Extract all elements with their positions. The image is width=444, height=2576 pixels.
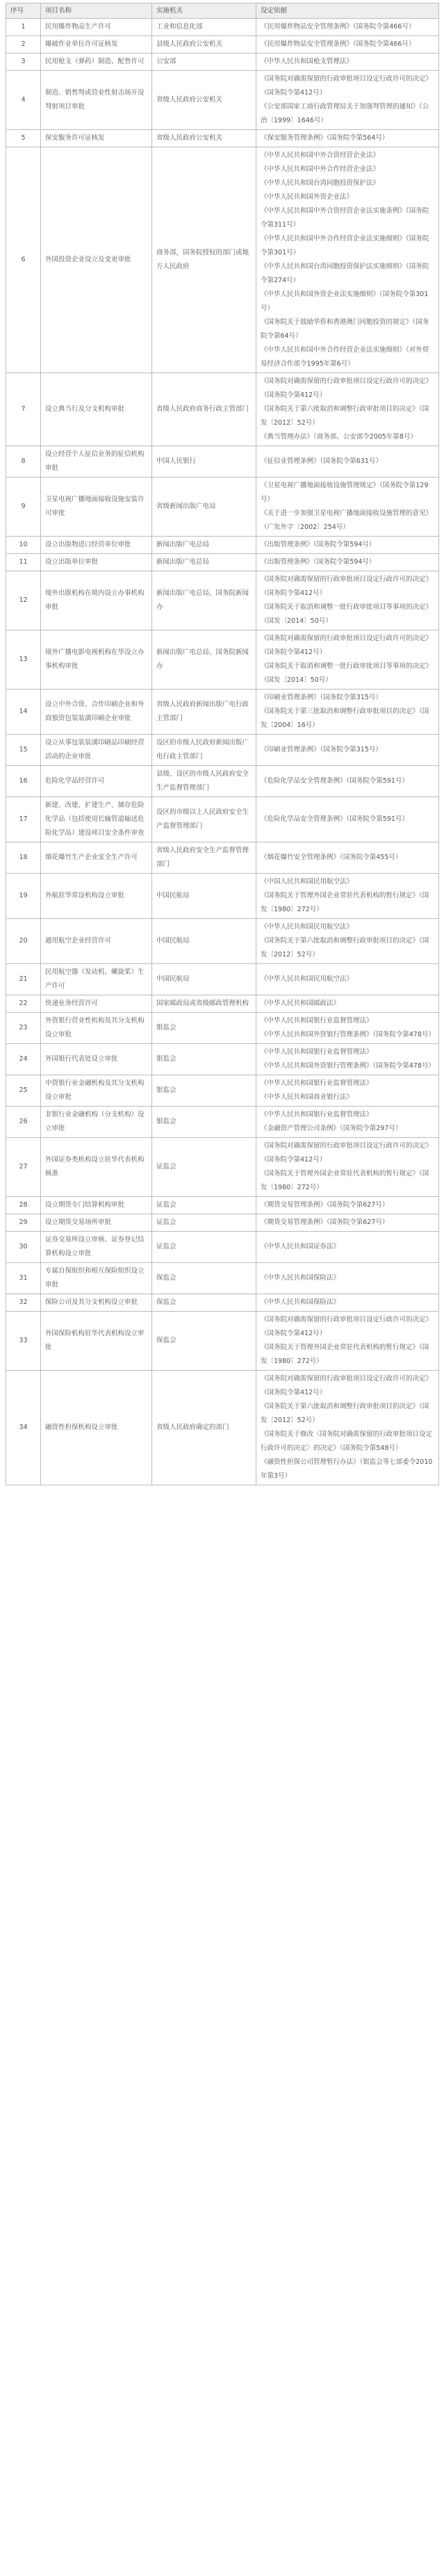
table-row [6, 1214, 439, 1232]
implementing-agency: 保监会 [152, 1312, 256, 1371]
row-number: 13 [6, 630, 41, 690]
legal-basis [256, 1263, 439, 1294]
row-number: 8 [6, 446, 41, 478]
legal-basis-line: 《国务院对确需保留的行政审批项目设定行政许可的决定》（国务院令第412号） [261, 1142, 433, 1164]
table-row [6, 54, 439, 71]
legal-basis-line: 《中华人民共和国中外合资经营企业法》 [261, 152, 380, 159]
implementing-agency: 省级新闻出版广电局 [152, 478, 256, 537]
table-row [6, 842, 439, 874]
table-row [6, 735, 439, 766]
approval-items-table-container [6, 3, 438, 1485]
item-name: 危险化学品经营许可 [41, 766, 152, 797]
table-row [6, 1197, 439, 1214]
implementing-agency: 设区的市级人民政府新闻出版广电行政主管部门 [152, 735, 256, 766]
implementing-agency: 省级人民政府安全生产监督管理部门 [152, 842, 256, 874]
row-number: 1 [6, 19, 41, 36]
implementing-agency: 新闻出版广电总局 [152, 554, 256, 571]
row-number: 24 [6, 1044, 41, 1075]
row-number: 10 [6, 537, 41, 554]
legal-basis [256, 630, 439, 690]
row-number: 28 [6, 1197, 41, 1214]
legal-basis [256, 478, 439, 537]
implementing-agency: 证监会 [152, 1138, 256, 1197]
legal-basis-line: 《关于进一步加强卫星电视广播地面接收设施管理的意见》（广发外字〔2002〕254号） [261, 510, 433, 531]
implementing-agency: 设区的市级以上人民政府安全生产监督管理部门 [152, 797, 256, 842]
row-number: 5 [6, 130, 41, 147]
legal-basis [256, 19, 439, 36]
item-name: 保险公司及其分支机构设立审批 [41, 1294, 152, 1312]
legal-basis-line: 《民用爆炸物品安全管理条例》（国务院令第466号） [261, 23, 416, 31]
legal-basis-line: 《国务院关于鼓励华侨和香港澳门同胞投资的规定》（国务院令第64号） [261, 318, 429, 340]
implementing-agency: 证监会 [152, 1214, 256, 1232]
table-header-row [6, 3, 439, 19]
legal-basis-line: 《中华人民共和国外资企业法》 [261, 193, 354, 201]
item-name: 融资性担保机构设立审批 [41, 1371, 152, 1485]
legal-basis-line: 《印刷业管理条例》（国务院令第315号） [261, 746, 382, 753]
legal-basis-line: 《国务院关于第六批取消和调整行政审批项目的决定》（国发〔2012〕52号） [261, 1403, 429, 1424]
implementing-agency: 工业和信息化部 [152, 19, 256, 36]
legal-basis-line: 《中华人民共和国中外合资经营企业法实施条例》（国务院令第311号） [261, 207, 429, 229]
item-name: 新建、改建、扩建生产、储存危险化学品（包括使用长输管道输送危险化学品）建设项目安全条件审查 [41, 797, 152, 842]
legal-basis-line: 《保安服务管理条例》（国务院令第564号） [261, 134, 389, 142]
legal-basis-line: 《国务院关于取消和调整一批行政审批项目等事项的决定》（国发〔2014〕50号） [261, 603, 433, 625]
item-name: 设立典当行及分支机构审批 [41, 373, 152, 446]
implementing-agency: 新闻出版广电总局 [152, 537, 256, 554]
implementing-agency: 国家邮政局或省级邮政管理机构 [152, 995, 256, 1013]
legal-basis-line: 《烟花爆竹安全管理条例》（国务院令第455号） [261, 854, 402, 861]
row-number: 16 [6, 766, 41, 797]
row-number: 22 [6, 995, 41, 1013]
legal-basis [256, 766, 439, 797]
legal-basis [256, 36, 439, 54]
legal-basis [256, 1214, 439, 1232]
item-name: 烟花爆竹生产企业安全生产许可 [41, 842, 152, 874]
legal-basis-line: 《中华人民共和国银行业监督管理法》 [261, 1111, 373, 1118]
row-number: 26 [6, 1107, 41, 1138]
legal-basis [256, 147, 439, 373]
legal-basis [256, 874, 439, 919]
implementing-agency: 新闻出版广电总局、国务院新闻办 [152, 630, 256, 690]
item-name: 境外出版机构在境内设立办事机构审批 [41, 571, 152, 630]
legal-basis-line: 《危险化学品安全管理条例》（国务院令第591号） [261, 815, 409, 823]
legal-basis [256, 54, 439, 71]
table-row [6, 1294, 439, 1312]
row-number: 21 [6, 964, 41, 995]
table-row [6, 874, 439, 919]
legal-basis-line: 《国务院关于第六批取消和调整行政审批项目的决定》（国发〔2012〕52号） [261, 937, 429, 959]
legal-basis-line: 《中华人民共和国银行业监督管理法》 [261, 1017, 373, 1025]
legal-basis [256, 1232, 439, 1263]
row-number: 32 [6, 1294, 41, 1312]
legal-basis-line: 《金融资产管理公司条例》（国务院令第297号） [261, 1125, 402, 1132]
implementing-agency: 新闻出版广电总局、国务院新闻办 [152, 571, 256, 630]
legal-basis-line: 《中华人民共和国外资银行管理条例》（国务院令第478号） [261, 1062, 435, 1070]
legal-basis [256, 995, 439, 1013]
legal-basis-line: 《国务院对确需保留的行政审批项目设定行政许可的决定》（国务院令第412号） [261, 377, 433, 399]
row-number: 7 [6, 373, 41, 446]
legal-basis-line: 《出版管理条例》（国务院令第594号） [261, 558, 376, 566]
implementing-agency: 省级人民政府新闻出版广电行政主管部门 [152, 690, 256, 735]
legal-basis-line: 《中华人民共和国银行业监督管理法》 [261, 1079, 373, 1087]
item-name: 境外广播电影电视机构在华设立办事机构审批 [41, 630, 152, 690]
table-row [6, 446, 439, 478]
legal-basis-line: 《典当管理办法》（商务部、公安部令2005年第8号） [261, 433, 417, 441]
table-row [6, 766, 439, 797]
legal-basis [256, 71, 439, 130]
legal-basis-line: 《中华人民共和国保险法》 [261, 1274, 340, 1282]
legal-basis [256, 1312, 439, 1371]
table-row [6, 147, 439, 373]
row-number: 6 [6, 147, 41, 373]
legal-basis-line: 《国务院对确需保留的行政审批项目设定行政许可的决定》（国务院令第412号） [261, 576, 433, 597]
item-name: 设立经营个人征信业务的征信机构审批 [41, 446, 152, 478]
legal-basis-line: 《公安部国家工商行政管理局关于加强弩管理的通知》（公治〔1999〕1646号） [261, 103, 429, 124]
implementing-agency: 商务部，国务院授权的部门或地方人民政府 [152, 147, 256, 373]
table-row [6, 1232, 439, 1263]
legal-basis [256, 919, 439, 964]
legal-basis [256, 373, 439, 446]
legal-basis-line: 《征信业管理条例》（国务院令第631号） [261, 457, 382, 465]
legal-basis [256, 1197, 439, 1214]
table-row [6, 1138, 439, 1197]
legal-basis-line: 《中华人民共和国外资企业法实施细则》（国务院令第301号） [261, 291, 429, 312]
legal-basis [256, 964, 439, 995]
table-row [6, 964, 439, 995]
item-name: 设立期货交易场所审批 [41, 1214, 152, 1232]
legal-basis [256, 1044, 439, 1075]
header-no: 序号 [6, 3, 41, 19]
table-row [6, 130, 439, 147]
table-row [6, 478, 439, 537]
item-name: 设立出版物进口经营单位审批 [41, 537, 152, 554]
item-name: 设立中外合资、合作印刷企业和外商独资包装装潢印刷企业审批 [41, 690, 152, 735]
header-legal-basis: 设定依据 [256, 3, 439, 19]
table-row [6, 71, 439, 130]
table-row [6, 19, 439, 36]
legal-basis-line: 《国务院对确需保留的行政审批项目设定行政许可的决定》（国务院令第412号） [261, 1375, 433, 1396]
table-body [6, 19, 439, 1485]
item-name: 设立出版单位审批 [41, 554, 152, 571]
legal-basis-line: 《民用爆炸物品安全管理条例》（国务院令第466号） [261, 40, 416, 48]
item-name: 民用爆炸物品生产许可 [41, 19, 152, 36]
row-number: 30 [6, 1232, 41, 1263]
implementing-agency: 公安部 [152, 54, 256, 71]
legal-basis-line: 《融资性担保公司管理暂行办法》（银监会等七部委令2010年第3号） [261, 1458, 433, 1480]
legal-basis [256, 446, 439, 478]
legal-basis [256, 842, 439, 874]
legal-basis-line: 《中华人民共和国外资银行管理条例》（国务院令第478号） [261, 1031, 435, 1038]
legal-basis-line: 《国务院关于管理外国企业常驻代表机构的暂行规定》（国发〔1980〕272号） [261, 892, 429, 913]
legal-basis-line: 《中国人民共和国民用航空法》 [261, 878, 354, 886]
item-name: 外国银行代表处设立审批 [41, 1044, 152, 1075]
item-name: 外国保险机构驻华代表机构设立审批 [41, 1312, 152, 1371]
legal-basis-line: 《国务院关于第六批取消和调整行政审批项目的决定》（国发〔2012〕52号） [261, 405, 429, 427]
implementing-agency: 证监会 [152, 1197, 256, 1214]
legal-basis [256, 554, 439, 571]
implementing-agency: 银监会 [152, 1013, 256, 1044]
legal-basis [256, 571, 439, 630]
table-row [6, 537, 439, 554]
legal-basis [256, 797, 439, 842]
row-number: 20 [6, 919, 41, 964]
row-number: 19 [6, 874, 41, 919]
item-name: 快递业务经营许可 [41, 995, 152, 1013]
legal-basis-line: 《国务院对确需保留的行政审批项目设定行政许可的决定》（国务院令第412号） [261, 635, 433, 656]
row-number: 29 [6, 1214, 41, 1232]
row-number: 9 [6, 478, 41, 537]
item-name: 外航驻华常设机构设立审批 [41, 874, 152, 919]
item-name: 非银行业金融机构（分支机构）设立审批 [41, 1107, 152, 1138]
item-name: 制造、销售弩或营业性射击场开设弩射项目审批 [41, 71, 152, 130]
implementing-agency: 省级人民政府商务行政主管部门 [152, 373, 256, 446]
legal-basis-line: 《中华人民共和国台湾同胞投资保护法实施细则》（国务院令第274号） [261, 263, 429, 284]
implementing-agency: 保监会 [152, 1263, 256, 1294]
table-row [6, 630, 439, 690]
row-number: 12 [6, 571, 41, 630]
header-implementing-agency: 实施机关 [152, 3, 256, 19]
legal-basis [256, 1013, 439, 1044]
table-row [6, 1075, 439, 1107]
legal-basis [256, 1371, 439, 1485]
row-number: 23 [6, 1013, 41, 1044]
legal-basis [256, 1294, 439, 1312]
legal-basis-line: 《中华人民共和国中外合作经营企业法》 [261, 165, 380, 173]
item-name: 专属自保组织和相互保险组织设立审批 [41, 1263, 152, 1294]
item-name: 爆破作业单位许可证核发 [41, 36, 152, 54]
row-number: 2 [6, 36, 41, 54]
item-name: 设立期货专门结算机构审批 [41, 1197, 152, 1214]
table-row [6, 36, 439, 54]
legal-basis [256, 1138, 439, 1197]
row-number: 18 [6, 842, 41, 874]
legal-basis-line: 《中华人民共和国邮政法》 [261, 1000, 340, 1007]
row-number: 25 [6, 1075, 41, 1107]
legal-basis [256, 690, 439, 735]
table-row [6, 1107, 439, 1138]
implementing-agency: 中国民航局 [152, 919, 256, 964]
table-row [6, 1013, 439, 1044]
approval-items-table [6, 3, 439, 1485]
row-number: 33 [6, 1312, 41, 1371]
table-row [6, 571, 439, 630]
row-number: 34 [6, 1371, 41, 1485]
legal-basis-line: 《国务院关于修改〈国务院对确需保留的行政审批项目设定行政许可的决定〉的决定》（国务院令第548号） [261, 1430, 433, 1452]
item-name: 民用航空器（发动机、螺旋桨）生产许可 [41, 964, 152, 995]
implementing-agency: 保监会 [152, 1294, 256, 1312]
table-row [6, 554, 439, 571]
legal-basis [256, 1075, 439, 1107]
implementing-agency: 中国人民银行 [152, 446, 256, 478]
table-row [6, 690, 439, 735]
implementing-agency: 银监会 [152, 1075, 256, 1107]
implementing-agency: 中国民航局 [152, 964, 256, 995]
legal-basis-line: 《国务院关于取消和调整一批行政审批项目等事项的决定》（国发〔2014〕50号） [261, 662, 433, 684]
legal-basis [256, 1107, 439, 1138]
item-name: 外国证券类机构设立驻华代表机构核准 [41, 1138, 152, 1197]
item-name: 外资银行营业性机构及其分支机构设立审批 [41, 1013, 152, 1044]
legal-basis-line: 《中华人民共和国证券法》 [261, 1243, 340, 1250]
legal-basis-line: 《期货交易管理条例》（国务院令第627号） [261, 1201, 389, 1209]
row-number: 27 [6, 1138, 41, 1197]
legal-basis-line: 《国务院关于第三批取消和调整行政审批项目的决定》（国发〔2004〕16号） [261, 708, 429, 729]
legal-basis-line: 《危险化学品安全管理条例》（国务院令第591号） [261, 777, 409, 785]
legal-basis-line: 《中华人民共和国中外合作经营企业法实施细则》（对外贸易经济合作部令1995年第6号） [261, 346, 429, 368]
legal-basis-line: 《中华人民共和国中外合作经营企业法实施细则》（国务院令第301号） [261, 235, 429, 256]
item-name: 外国投资企业设立及变更审批 [41, 147, 152, 373]
header-item-name: 项目名称 [41, 3, 152, 19]
table-row [6, 1044, 439, 1075]
implementing-agency: 银监会 [152, 1044, 256, 1075]
legal-basis-line: 《期货交易管理条例》（国务院令第627号） [261, 1218, 389, 1226]
implementing-agency: 省级人民政府确定的部门 [152, 1371, 256, 1485]
legal-basis [256, 130, 439, 147]
legal-basis-line: 《中华人民共和国民用航空法》 [261, 975, 354, 983]
legal-basis-line: 《卫星电视广播地面接收设施管理规定》（国务院令第129号） [261, 482, 429, 503]
row-number: 3 [6, 54, 41, 71]
row-number: 4 [6, 71, 41, 130]
implementing-agency: 县级、设区的市级人民政府安全生产监督管理部门 [152, 766, 256, 797]
legal-basis-line: 《国务院对确需保留的行政审批项目设定行政许可的决定》（国务院令第412号） [261, 75, 433, 97]
row-number: 31 [6, 1263, 41, 1294]
item-name: 民用枪支（弹药）制造、配售许可 [41, 54, 152, 71]
row-number: 14 [6, 690, 41, 735]
legal-basis-line: 《中华人民共和国台湾同胞投资保护法》 [261, 179, 380, 187]
legal-basis-line: 《国务院对确需保留的行政审批项目设定行政许可的决定》（国务院令第412号） [261, 1316, 433, 1337]
legal-basis-line: 《印刷业管理条例》（国务院令第315号） [261, 694, 382, 701]
item-name: 设立从事包装装潢印刷品印刷经营活动的企业审批 [41, 735, 152, 766]
row-number: 11 [6, 554, 41, 571]
table-row [6, 995, 439, 1013]
legal-basis-line: 《中华人民共和国枪支管理法》 [261, 58, 354, 65]
legal-basis-line: 《中华人民共和国民用航空法》 [261, 923, 354, 931]
implementing-agency: 证监会 [152, 1232, 256, 1263]
item-name: 保安服务许可证核发 [41, 130, 152, 147]
table-row [6, 919, 439, 964]
table-row [6, 1263, 439, 1294]
implementing-agency: 省级人民政府公安机关 [152, 71, 256, 130]
legal-basis [256, 537, 439, 554]
legal-basis-line: 《中华人民共和国保险法》 [261, 1298, 340, 1306]
legal-basis-line: 《国务院关于管理外国企业常驻代表机构的暂行规定》（国发〔1980〕272号） [261, 1344, 429, 1365]
implementing-agency: 省级人民政府公安机关 [152, 130, 256, 147]
legal-basis-line: 《出版管理条例》（国务院令第594号） [261, 541, 376, 548]
legal-basis [256, 735, 439, 766]
table-row [6, 1312, 439, 1371]
item-name: 中资银行业金融机构及其分支机构设立审批 [41, 1075, 152, 1107]
item-name: 通用航空企业经营许可 [41, 919, 152, 964]
legal-basis-line: 《中华人民共和国银行业监督管理法》 [261, 1048, 373, 1056]
item-name: 证券交易所设立审核、证券登记结算机构设立审批 [41, 1232, 152, 1263]
row-number: 15 [6, 735, 41, 766]
table-row [6, 797, 439, 842]
implementing-agency: 中国民航局 [152, 874, 256, 919]
table-row [6, 373, 439, 446]
table-row [6, 1371, 439, 1485]
legal-basis-line: 《中华人民共和国商业银行法》 [261, 1093, 354, 1101]
implementing-agency: 银监会 [152, 1107, 256, 1138]
legal-basis-line: 《国务院关于管理外国企业常驻代表机构的暂行规定》（国发〔1980〕272号） [261, 1170, 429, 1191]
item-name: 卫星电视广播地面接收设施安装许可审批 [41, 478, 152, 537]
row-number: 17 [6, 797, 41, 842]
implementing-agency: 县级人民政府公安机关 [152, 36, 256, 54]
